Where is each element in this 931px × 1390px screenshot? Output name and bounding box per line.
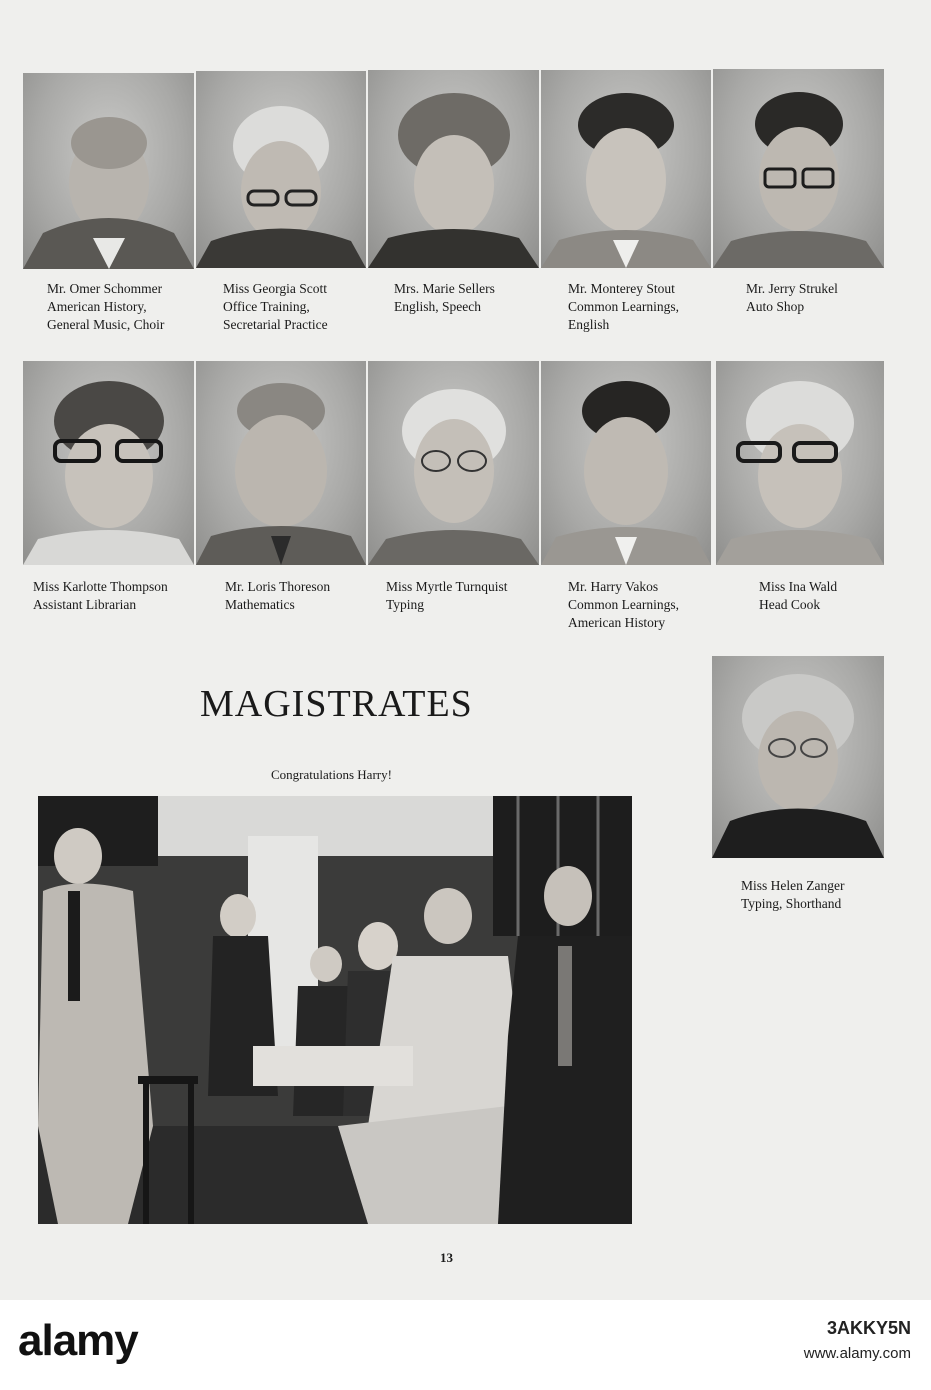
name: Mr. Loris Thoreson xyxy=(225,579,331,594)
image-id: 3AKKY5N xyxy=(826,1318,911,1338)
caption-wald xyxy=(759,578,837,614)
footer-info xyxy=(804,1318,911,1362)
name: Miss Helen Zanger xyxy=(741,878,845,893)
subject: Assistant Librarian xyxy=(33,597,137,612)
subject: Mathematics xyxy=(225,597,295,612)
subject: Head Cook xyxy=(759,597,821,612)
caption-turnquist xyxy=(386,578,508,614)
portrait-wald xyxy=(716,361,884,565)
section-heading: MAGISTRATES xyxy=(200,683,473,725)
name: Mrs. Marie Sellers xyxy=(394,281,495,296)
page-number: 13 xyxy=(440,1250,453,1265)
portrait-strukel xyxy=(713,69,884,268)
portrait-thompson xyxy=(23,361,194,565)
portrait-stout xyxy=(541,70,711,268)
watermark-footer xyxy=(0,1300,931,1390)
name: Mr. Monterey Stout xyxy=(568,281,675,296)
subject: American History, xyxy=(47,299,147,314)
name: Miss Georgia Scott xyxy=(223,281,327,296)
caption-sellers xyxy=(394,280,495,316)
subject: English, Speech xyxy=(394,299,481,314)
name: Mr. Omer Schommer xyxy=(47,281,163,296)
portrait-thoreson xyxy=(196,361,366,565)
caption-schommer xyxy=(47,280,164,334)
caption-stout xyxy=(568,280,679,334)
caption-strukel xyxy=(746,280,838,316)
group-photo-caption: Congratulations Harry! xyxy=(271,767,392,782)
caption-scott xyxy=(223,280,328,334)
subject: Auto Shop xyxy=(746,299,805,314)
subject: Typing, Shorthand xyxy=(741,896,842,911)
name: Miss Myrtle Turnquist xyxy=(386,579,508,594)
subject: American History xyxy=(568,615,666,630)
portrait-vakos xyxy=(541,361,711,565)
subject: Common Learnings, xyxy=(568,597,679,612)
caption-vakos xyxy=(568,578,679,632)
subject: Typing xyxy=(386,597,425,612)
group-photo xyxy=(38,796,632,1224)
portrait-scott xyxy=(196,71,366,268)
name: Mr. Harry Vakos xyxy=(568,579,659,594)
name: Miss Ina Wald xyxy=(759,579,838,594)
subject: Office Training, xyxy=(223,299,310,314)
subject: Common Learnings, xyxy=(568,299,679,314)
portrait-zanger xyxy=(712,656,884,858)
caption-thompson xyxy=(33,578,168,614)
caption-zanger xyxy=(741,877,844,913)
subject: English xyxy=(568,317,610,332)
subject: General Music, Choir xyxy=(47,317,165,332)
name: Mr. Jerry Strukel xyxy=(746,281,838,296)
brand-logo[interactable]: alamy xyxy=(18,1316,138,1365)
portrait-turnquist xyxy=(368,361,539,565)
portrait-sellers xyxy=(368,70,539,268)
caption-thoreson xyxy=(225,578,330,614)
subject: Secretarial Practice xyxy=(223,317,328,332)
name: Miss Karlotte Thompson xyxy=(33,579,168,594)
portrait-schommer xyxy=(23,73,194,269)
site-link[interactable]: www.alamy.com xyxy=(803,1345,911,1362)
